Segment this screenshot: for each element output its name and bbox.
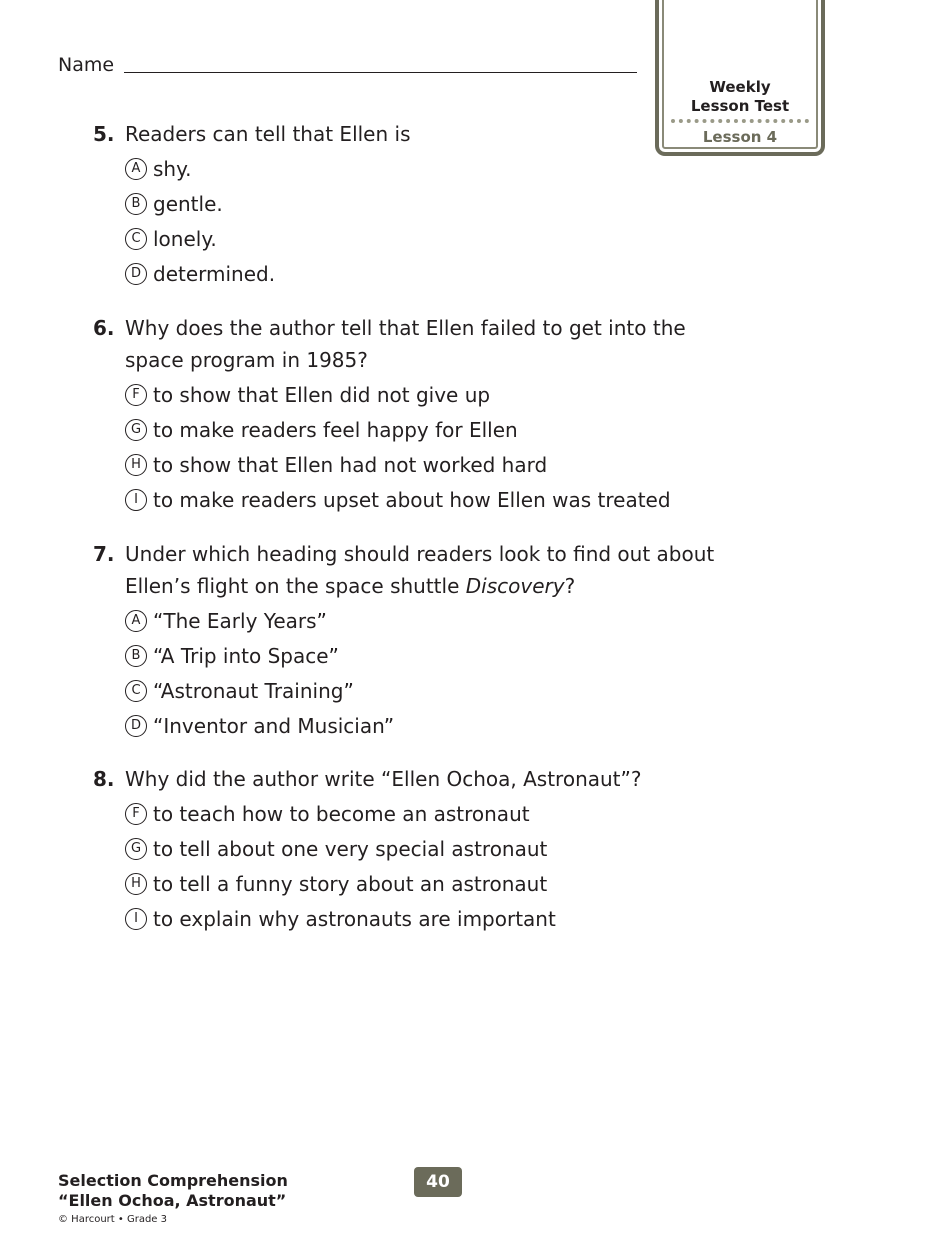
footer-title-line-1: Selection Comprehension — [58, 1171, 288, 1190]
answer-bubble[interactable]: B — [125, 193, 147, 215]
option-text: to make readers upset about how Ellen was treated — [153, 488, 671, 512]
option-text: lonely. — [153, 227, 217, 251]
question-text-post: ? — [564, 574, 576, 598]
question-text-line-1: Why does the author tell that Ellen failed to get into the — [125, 316, 686, 340]
question-number: 5. — [93, 122, 115, 146]
option-text: “The Early Years” — [153, 609, 327, 633]
question-text — [125, 312, 725, 376]
question-text-line-2 — [125, 570, 725, 602]
answer-bubble[interactable]: F — [125, 384, 147, 406]
tab-lesson-test-label: Lesson Test — [690, 97, 790, 115]
answer-bubble[interactable]: B — [125, 645, 147, 667]
option-text: to show that Ellen had not worked hard — [153, 453, 548, 477]
option-text: to tell a funny story about an astronaut — [153, 872, 548, 896]
option-text: to teach how to become an astronaut — [153, 802, 530, 826]
name-label: Name — [58, 54, 115, 76]
option-text: “A Trip into Space” — [153, 644, 339, 668]
option-text: to tell about one very special astronaut — [153, 837, 548, 861]
answer-bubble[interactable]: A — [125, 158, 147, 180]
option-d[interactable] — [125, 710, 394, 742]
option-i[interactable] — [125, 903, 556, 935]
option-b[interactable] — [125, 640, 339, 672]
option-f[interactable] — [125, 798, 530, 830]
name-line[interactable] — [124, 72, 637, 73]
question-text-line-1: Under which heading should readers look to find out about — [125, 542, 715, 566]
answer-bubble[interactable]: G — [125, 838, 147, 860]
answer-bubble[interactable]: A — [125, 610, 147, 632]
question-text — [125, 538, 725, 602]
answer-bubble[interactable]: F — [125, 803, 147, 825]
option-h[interactable] — [125, 868, 547, 900]
option-text: shy. — [153, 157, 192, 181]
question-text: Readers can tell that Ellen is — [125, 122, 411, 146]
footer-title-line-2: “Ellen Ochoa, Astronaut” — [58, 1191, 287, 1210]
option-c[interactable] — [125, 675, 354, 707]
question-text-line-2: space program in 1985? — [125, 348, 368, 372]
question-number: 8. — [93, 767, 115, 791]
copyright: © Harcourt • Grade 3 — [58, 1214, 167, 1225]
page-number: 40 — [414, 1167, 462, 1197]
option-a[interactable] — [125, 153, 191, 185]
option-text: to explain why astronauts are important — [153, 907, 556, 931]
question-text: Why did the author write “Ellen Ochoa, Astronaut”? — [125, 767, 642, 791]
option-text: to make readers feel happy for Ellen — [153, 418, 518, 442]
tab-lesson-number: Lesson 4 — [702, 128, 778, 146]
answer-bubble[interactable]: C — [125, 680, 147, 702]
footer-title — [58, 1171, 288, 1211]
option-a[interactable] — [125, 605, 327, 637]
tab-weekly-label: Weekly — [709, 78, 771, 96]
answer-bubble[interactable]: D — [125, 263, 147, 285]
answer-bubble[interactable]: I — [125, 489, 147, 511]
option-g[interactable] — [125, 833, 547, 865]
option-text: to show that Ellen did not give up — [153, 383, 491, 407]
answer-bubble[interactable]: I — [125, 908, 147, 930]
question-text-italic: Discovery — [465, 574, 565, 598]
option-i[interactable] — [125, 484, 671, 516]
answer-bubble[interactable]: C — [125, 228, 147, 250]
option-text: gentle. — [153, 192, 223, 216]
option-c[interactable] — [125, 223, 217, 255]
option-text: “Astronaut Training” — [153, 679, 354, 703]
question-text-pre: Ellen’s flight on the space shuttle — [125, 574, 466, 598]
option-b[interactable] — [125, 188, 223, 220]
answer-bubble[interactable]: H — [125, 873, 147, 895]
option-g[interactable] — [125, 414, 518, 446]
question-number: 6. — [93, 316, 115, 340]
option-text: “Inventor and Musician” — [153, 714, 395, 738]
option-h[interactable] — [125, 449, 547, 481]
option-f[interactable] — [125, 379, 490, 411]
question-number: 7. — [93, 542, 115, 566]
answer-bubble[interactable]: D — [125, 715, 147, 737]
option-d[interactable] — [125, 258, 275, 290]
answer-bubble[interactable]: H — [125, 454, 147, 476]
answer-bubble[interactable]: G — [125, 419, 147, 441]
option-text: determined. — [153, 262, 276, 286]
tab-title — [659, 78, 821, 116]
